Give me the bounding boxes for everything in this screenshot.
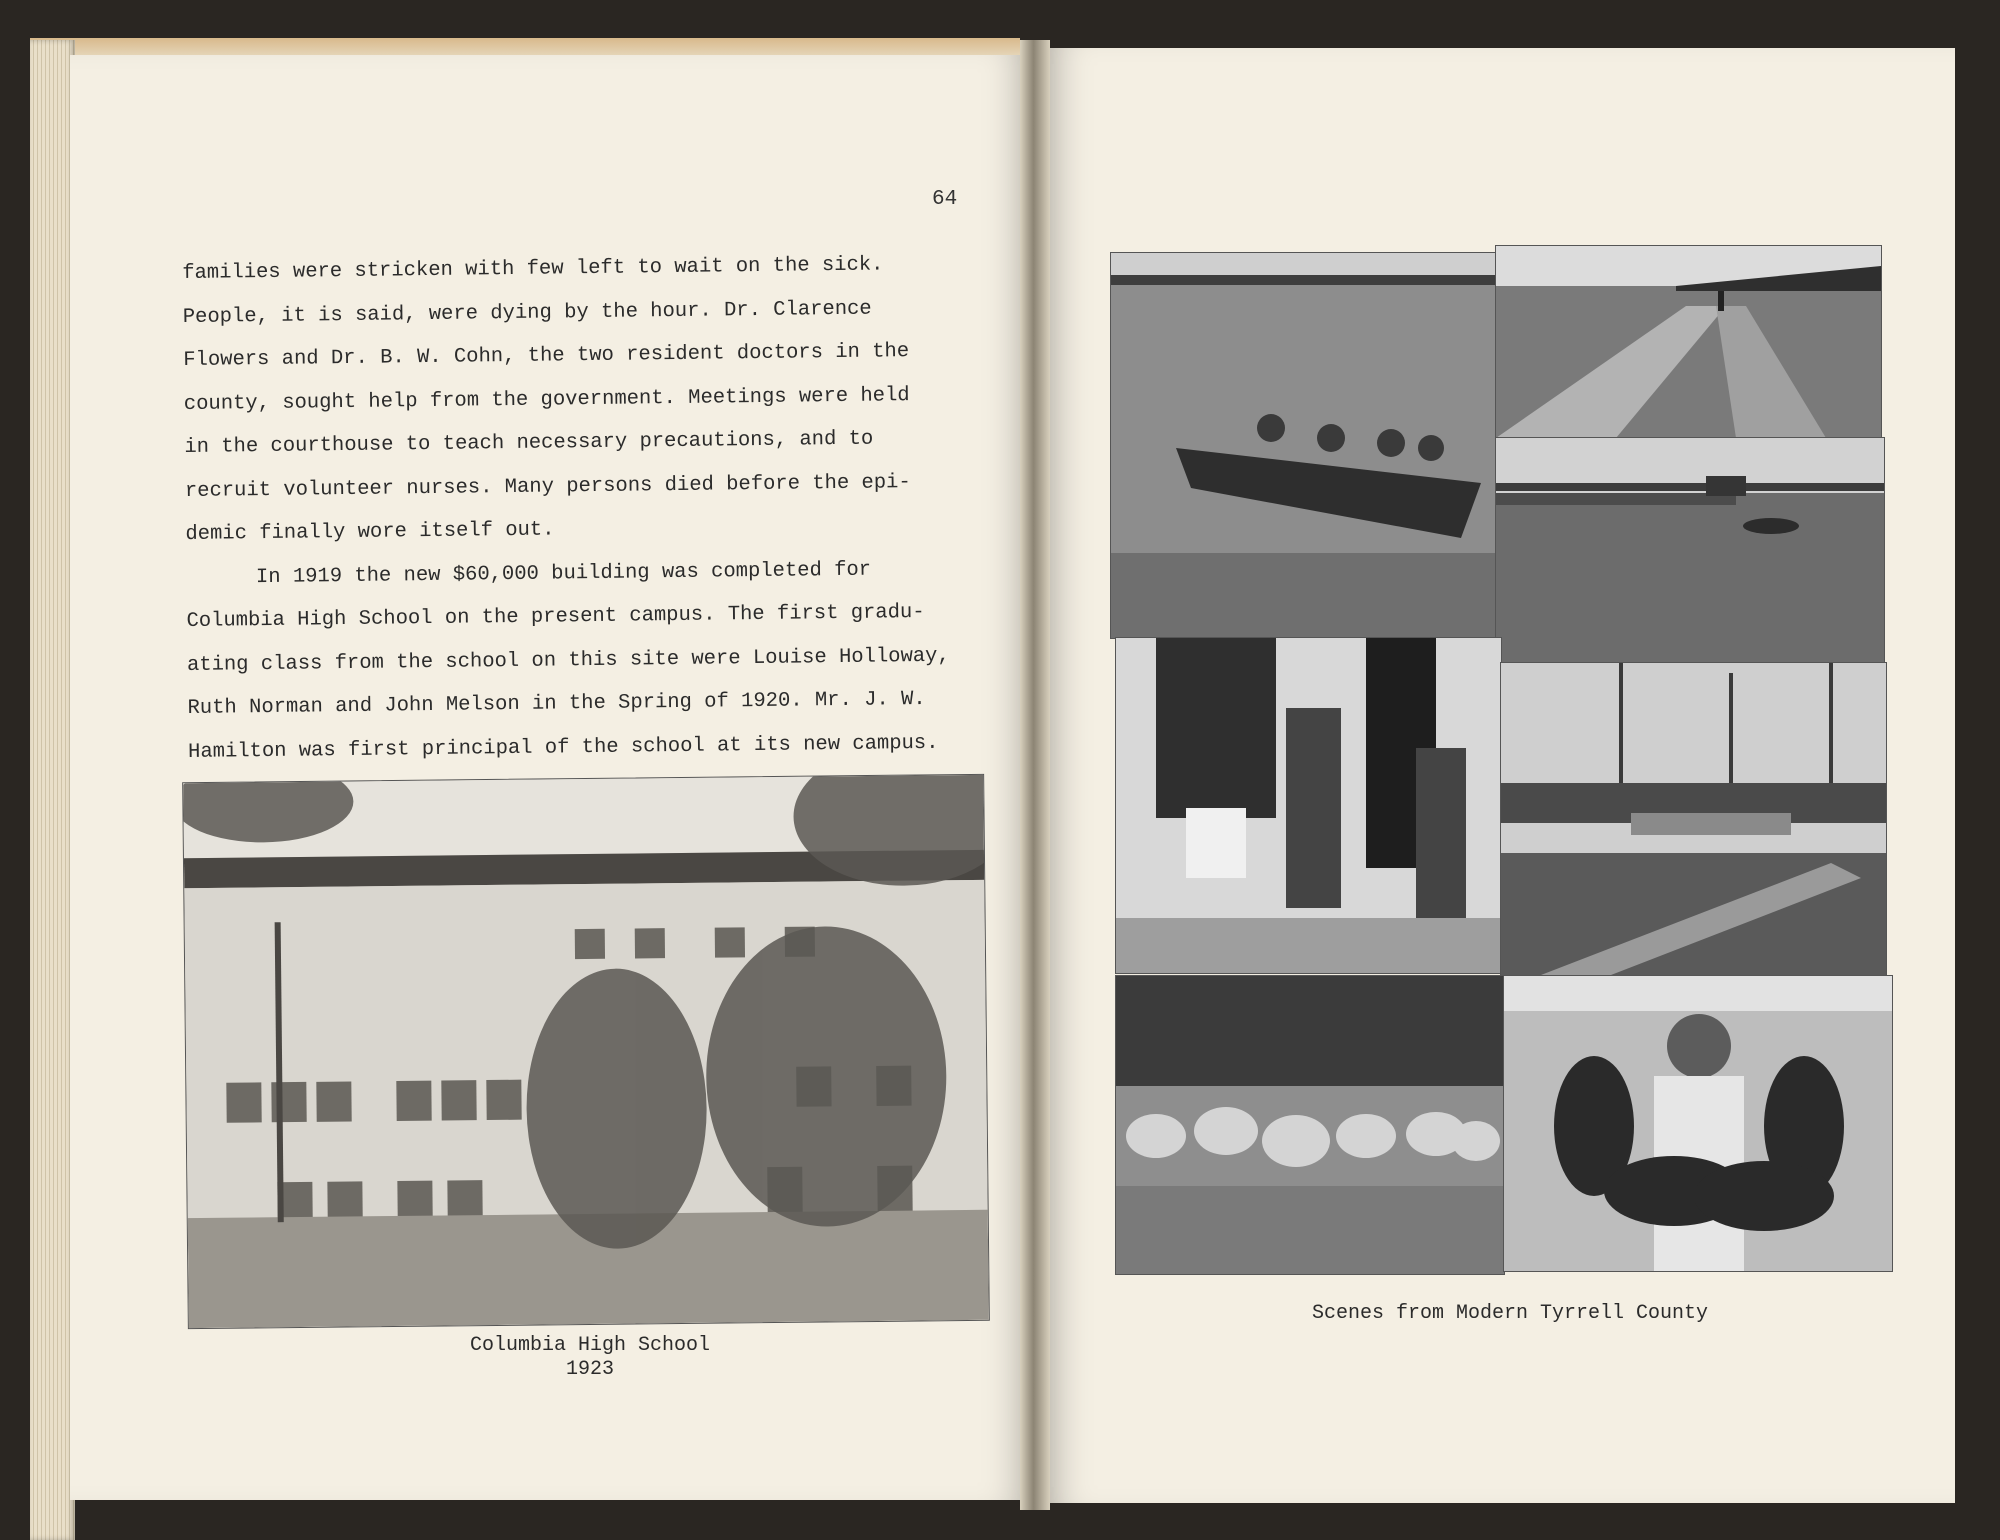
page-edge-stack (30, 40, 75, 1540)
text-line: People, it is said, were dying by the hour. Dr. Clarence (182, 297, 872, 329)
text-line: county, sought help from the government. Meetings were held (183, 383, 910, 416)
school-building-photo (182, 774, 990, 1329)
dock-photo (1500, 662, 1887, 976)
text-line: Ruth Norman and John Melson in the Spring of 1920. Mr. J. W. (187, 687, 926, 720)
photo-caption-year: 1923 (565, 1358, 614, 1381)
page-number: 64 (932, 188, 958, 211)
book-gutter (1020, 40, 1050, 1510)
barge-photo (1495, 437, 1885, 664)
sheep-photo (1115, 975, 1505, 1275)
body-paragraph (182, 242, 1018, 774)
text-line: Columbia High School on the present campus. The first gradu- (186, 600, 925, 633)
text-line: in the courthouse to teach necessary precautions, and to (184, 427, 874, 459)
text-line: families were stricken with few left to wait on the sick. (182, 253, 884, 285)
text-line: In 1919 the new $60,000 building was completed for (255, 558, 872, 589)
text-line: demic finally wore itself out. (185, 518, 555, 546)
hunters-photo (1115, 637, 1502, 974)
fish-catch-photo (1503, 975, 1893, 1272)
text-line: Flowers and Dr. B. W. Cohn, the two resident doctors in the (183, 340, 910, 372)
rowboat-photo (1110, 252, 1497, 639)
text-line: recruit volunteer nurses. Many persons died before the epi- (184, 470, 911, 503)
text-line: Hamilton was first principal of the school at its new campus. (187, 731, 939, 764)
photo-caption-title: Columbia High School (469, 1334, 711, 1357)
text-line: ating class from the school on this site were Louise Holloway, (186, 644, 950, 677)
collage-caption: Scenes from Modern Tyrrell County (1311, 1302, 1709, 1325)
water-ski-photo (1495, 245, 1882, 439)
